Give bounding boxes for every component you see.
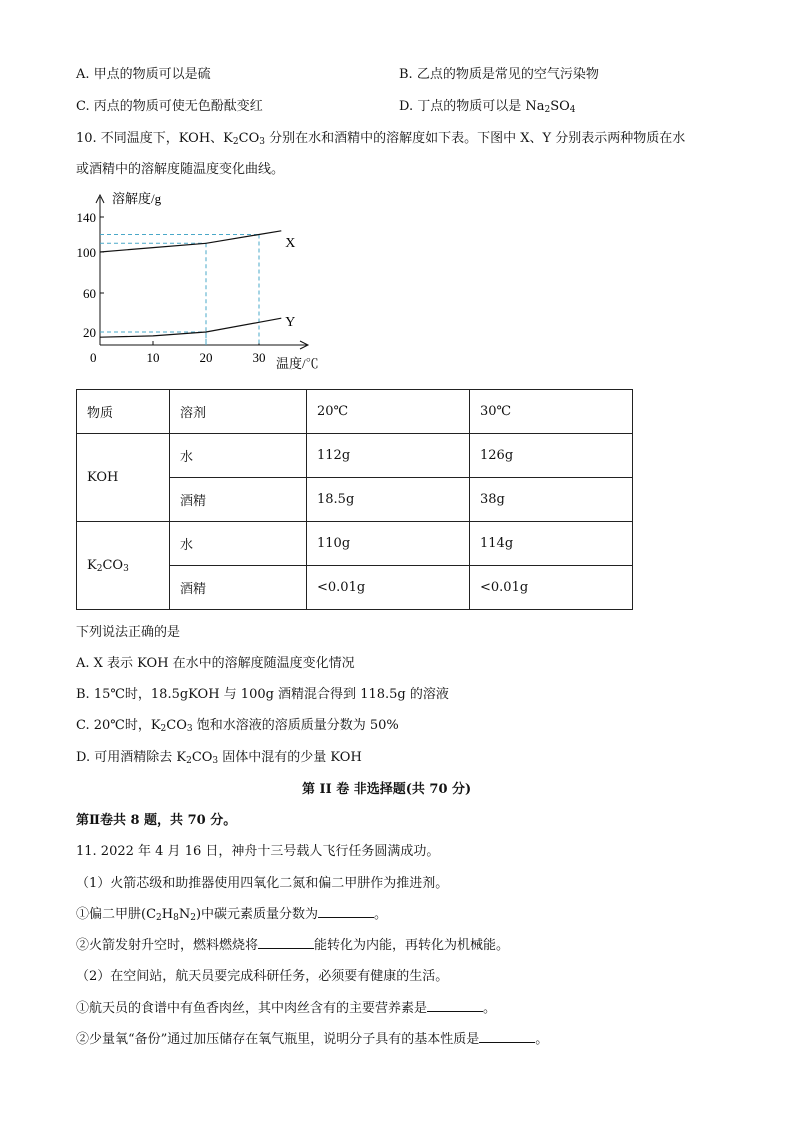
section-title: 第 II 卷 非选择题(共 70 分) [302, 782, 472, 797]
y-tick-label: 20 [83, 325, 96, 340]
table-cell: 110g [307, 522, 470, 566]
x-tick-label: 10 [146, 350, 160, 365]
q11-part2-a: ①航天员的食谱中有鱼香肉丝，其中肉丝含有的主要营养素是 。 [76, 1001, 497, 1016]
series-label-x: X [285, 235, 296, 251]
table-cell: <0.01g [470, 566, 633, 610]
q11-part1-b: ②火箭发射升空时，燃料燃烧将 能转化为内能，再转化为机械能。 [76, 938, 510, 953]
table-cell: 水 [170, 434, 307, 478]
y-tick-label: 60 [83, 286, 96, 301]
table-header-cell: 30℃ [470, 390, 633, 434]
table-cell: 126g [470, 434, 633, 478]
table-cell: 114g [470, 522, 633, 566]
y-tick-label: 100 [76, 245, 96, 260]
solubility-table [76, 389, 633, 610]
origin-label: 0 [90, 350, 97, 365]
q10-intro-line1: 10. 不同温度下，KOH、$K_2CO_3$ 分别在水和酒精中的溶解度如下表。下图中 X、Y 分别表示两种物质在水 [76, 131, 686, 147]
q10-option-d: D. 可用酒精除去 $K_2CO_3$ 固体中混有的少量 KOH [76, 750, 362, 766]
series-label-y: Y [285, 315, 296, 331]
q10-option-a: A. X 表示 KOH 在水中的溶解度随温度变化情况 [76, 656, 355, 671]
section-subtitle: 第Ⅱ卷共 8 题，共 70 分。 [76, 813, 237, 828]
substance-koh: KOH [77, 434, 170, 522]
q11-part2-b: ②少量氧“备份”通过加压储存在氧气瓶里，说明分子具有的基本性质是 。 [76, 1032, 549, 1047]
q9-option-c: C. 丙点的物质可使无色酚酞变红 [76, 99, 263, 114]
q11-part1: （1）火箭芯级和助推器使用四氧化二氮和偏二甲肼作为推进剂。 [76, 876, 449, 891]
table-row [77, 522, 633, 566]
table-cell: <0.01g [307, 566, 470, 610]
q10-question: 下列说法正确的是 [76, 625, 181, 640]
q11-part2: （2）在空间站，航天员要完成科研任务，必须要有健康的生活。 [76, 969, 449, 984]
x-tick-label: 30 [252, 350, 266, 365]
chart-axes [96, 195, 308, 349]
table-header-cell: 溶剂 [170, 390, 307, 434]
series-line-x [100, 231, 281, 252]
chart-guides [100, 235, 259, 346]
q10-option-c: C. 20℃时，$K_2CO_3$ 饱和水溶液的溶质质量分数为 50% [76, 718, 399, 734]
x-tick-label: 20 [199, 350, 213, 365]
answer-blank[interactable] [427, 999, 483, 1012]
q9-option-a: A. 甲点的物质可以是硫 [76, 67, 211, 82]
q10-intro-line2: 或酒精中的溶解度随温度变化曲线。 [76, 162, 285, 177]
y-axis-label: 溶解度/g [112, 191, 162, 206]
chart-series [100, 231, 281, 337]
x-axis-label: 温度/℃ [276, 356, 319, 371]
table-cell: 18.5g [307, 478, 470, 522]
table-cell: 112g [307, 434, 470, 478]
table-cell: 水 [170, 522, 307, 566]
table-cell: 酒精 [170, 566, 307, 610]
q11-part1-a: ①偏二甲肼$(C_2H_8N_2)$中碳元素质量分数为 。 [76, 907, 388, 923]
table-cell: 38g [470, 478, 633, 522]
table-header-row [77, 390, 633, 434]
series-line-y [100, 318, 281, 337]
table-header-cell: 物质 [77, 390, 170, 434]
answer-blank[interactable] [318, 905, 374, 918]
table-row [77, 434, 633, 478]
q11-stem: 11. 2022 年 4 月 16 日，神舟十三号载人飞行任务圆满成功。 [76, 844, 440, 859]
substance-k2co3: $K_2CO_3$ [77, 522, 170, 610]
y-tick-label: 140 [76, 210, 96, 225]
q9-option-b: B. 乙点的物质是常见的空气污染物 [399, 67, 599, 82]
q9-option-d: D. 丁点的物质可以是 $Na_2SO_4$ [399, 99, 576, 115]
table-header-cell: 20℃ [307, 390, 470, 434]
answer-blank[interactable] [258, 936, 314, 949]
solubility-chart [60, 185, 350, 385]
q10-option-b: B. 15℃时，18.5gKOH 与 100g 酒精混合得到 118.5g 的溶液 [76, 687, 449, 702]
answer-blank[interactable] [479, 1030, 535, 1043]
table-cell: 酒精 [170, 478, 307, 522]
chart-labels [77, 191, 319, 371]
